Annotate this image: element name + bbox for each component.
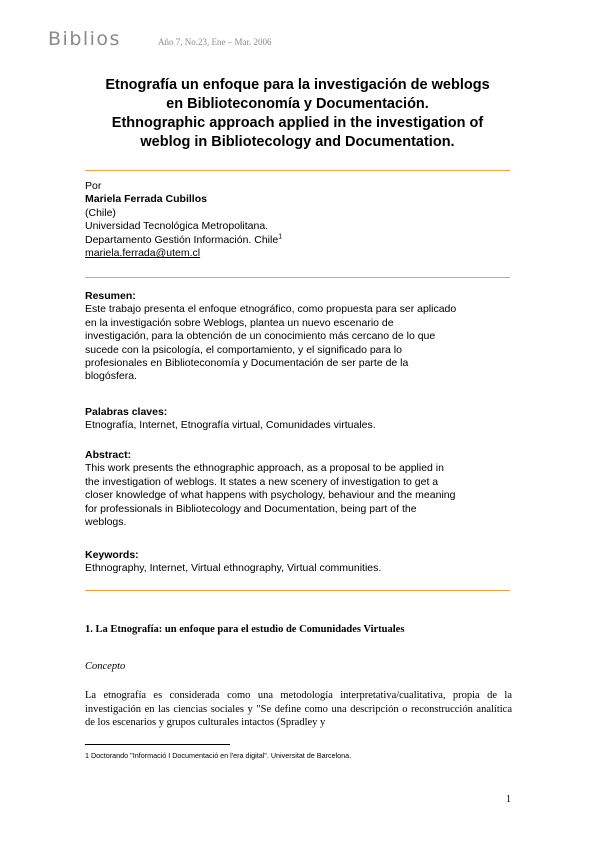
resumen-line: sucede con la psicología, el comportamiento, y el significado para lo (85, 343, 402, 356)
author-department-line (85, 234, 515, 247)
issue-info: Año 7, No.23, Ene – Mar. 2006 (158, 37, 272, 47)
palabras-text: Etnografía, Internet, Etnografía virtual, Comunidades virtuales. (85, 419, 376, 432)
footnote-mark[interactable]: 1 (278, 233, 283, 241)
title-english (80, 114, 515, 152)
footnote-divider (85, 744, 230, 745)
palabras-block (85, 406, 515, 433)
author-department: Departamento Gestión Información. Chile (85, 233, 279, 246)
abstract-line: for professionals in Bibliotecology and Documentation, being part of the (85, 502, 417, 515)
author-block (85, 180, 515, 260)
abstract-heading: Abstract: (85, 449, 132, 461)
title-es-line-1: Etnografía un enfoque para la investigación de weblogs (105, 77, 490, 93)
author-university: Universidad Tecnológica Metropolitana. (85, 220, 269, 233)
title-en-line-2: weblog in Bibliotecology and Documentation. (140, 134, 455, 150)
resumen-line: Este trabajo presenta el enfoque etnográfico, como propuesta para ser aplicado (85, 303, 457, 316)
abstract-line: weblogs. (85, 516, 127, 529)
resumen-line: profesionales en Biblioteconomía y Documentación de ser parte de la (85, 357, 409, 370)
resumen-line: blogósfera. (85, 370, 137, 383)
resumen-line: en la investigación sobre Weblogs, plantea un nuevo escenario de (85, 316, 394, 329)
page-number: 1 (506, 794, 511, 805)
abstract-line: This work presents the ethnographic approach, as a proposal to be applied in (85, 462, 444, 475)
title-es-line-2: en Biblioteconomía y Documentación. (166, 96, 429, 112)
divider-2 (85, 277, 510, 278)
abstract-line: closer knowledge of what happens with psychology, behaviour and the meaning (85, 489, 456, 502)
footnote: 1 Doctorando "Informació I Documentació en l'era digital". Universitat de Barcelona. (85, 751, 352, 760)
palabras-heading: Palabras claves: (85, 406, 168, 418)
title-en-line-1: Ethnographic approach applied in the investigation of (111, 115, 484, 131)
author-email-link[interactable]: mariela.ferrada@utem.cl (85, 247, 201, 260)
resumen-block (85, 290, 515, 384)
divider-1 (85, 170, 510, 171)
author-name: Mariela Ferrada Cubillos (85, 193, 207, 206)
author-country: (Chile) (85, 206, 116, 219)
section-heading: 1. La Etnografía: un enfoque para el estudio de Comunidades Virtuales (85, 624, 405, 635)
journal-logo: Biblios (48, 28, 121, 50)
keywords-text: Ethnography, Internet, Virtual ethnography, Virtual communities. (85, 562, 382, 575)
body-paragraph: La etnografía es considerada como una metodología interpretativa/cualitativa, propia de la investigación en las ciencias sociales y "Se define como una descripción o reconstrucción analítica de los escenarios y grupos culturales intactos (Spradley y (85, 690, 512, 729)
abstract-line: the investigation of weblogs. It states a new scenery of investigation to get a (85, 475, 439, 488)
resumen-line: investigación, para la obtención de un conocimiento más cercano de lo que (85, 330, 436, 343)
resumen-heading: Resumen: (85, 290, 136, 302)
abstract-block (85, 449, 515, 529)
author-by: Por (85, 180, 102, 192)
subsection-heading: Concepto (85, 661, 126, 672)
title-spanish (80, 76, 515, 114)
keywords-block (85, 549, 515, 576)
divider-3 (85, 590, 510, 591)
keywords-heading: Keywords: (85, 549, 139, 561)
